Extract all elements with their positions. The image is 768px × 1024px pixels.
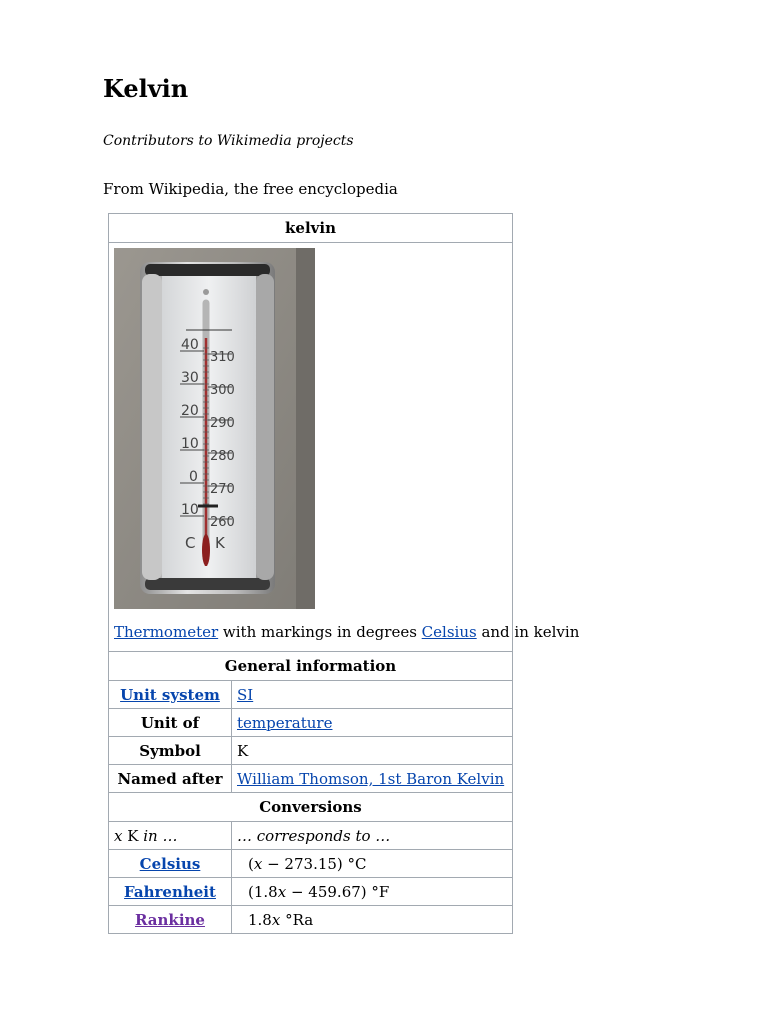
scale-k-280: 280 bbox=[210, 449, 235, 464]
in-text: in … bbox=[143, 826, 178, 845]
named-after-value bbox=[232, 765, 513, 793]
unit-of-label: Unit of bbox=[109, 709, 232, 737]
scale-k-270: 270 bbox=[210, 482, 235, 497]
byline: Contributors to Wikimedia projects bbox=[103, 133, 354, 149]
symbol-value: K bbox=[232, 737, 513, 765]
tagline: From Wikipedia, the free encyclopedia bbox=[103, 180, 398, 198]
thermometer-link[interactable]: Thermometer bbox=[114, 623, 219, 641]
celsius-caption-link[interactable]: Celsius bbox=[421, 623, 477, 641]
symbol-label: Symbol bbox=[109, 737, 232, 765]
rankine-link[interactable]: Rankine bbox=[135, 910, 205, 929]
conversions-intro-right: … corresponds to … bbox=[232, 822, 513, 850]
unit-system-value bbox=[232, 681, 513, 709]
variable-x: x bbox=[114, 826, 123, 845]
image-caption bbox=[114, 621, 580, 643]
infobox-title: kelvin bbox=[109, 214, 513, 243]
formula-prefix: ( bbox=[248, 854, 254, 873]
conversions-intro-left bbox=[109, 822, 232, 850]
formula-suffix: − 459.67) °F bbox=[286, 882, 390, 901]
scale-k-310: 310 bbox=[210, 350, 235, 365]
conversion-row-fahrenheit bbox=[109, 878, 513, 906]
conversions-header: Conversions bbox=[109, 793, 513, 822]
formula-prefix: 1.8 bbox=[248, 910, 272, 929]
celsius-link[interactable]: Celsius bbox=[139, 854, 201, 873]
scale-c-30: 30 bbox=[181, 370, 199, 386]
scale-k-260: 260 bbox=[210, 515, 235, 530]
general-information-header: General information bbox=[109, 652, 513, 681]
unit-of-row bbox=[109, 709, 513, 737]
unit-of-value bbox=[232, 709, 513, 737]
scale-k-290: 290 bbox=[210, 416, 235, 431]
scale-c-minus-10: 10 bbox=[181, 502, 199, 518]
symbol-row bbox=[109, 737, 513, 765]
unit-system-link[interactable]: Unit system bbox=[120, 685, 220, 704]
rankine-formula bbox=[232, 906, 513, 934]
scale-c-0: 0 bbox=[189, 469, 198, 485]
caption-text-2: and in kelvin bbox=[476, 623, 580, 641]
scale-c-40: 40 bbox=[181, 337, 199, 353]
scale-k-300: 300 bbox=[210, 383, 235, 398]
named-after-row bbox=[109, 765, 513, 793]
formula-var: x bbox=[253, 854, 263, 873]
conversion-row-rankine bbox=[109, 906, 513, 934]
infobox-image-cell bbox=[109, 243, 580, 652]
formula-suffix: − 273.15) °C bbox=[262, 854, 367, 873]
scale-unit-k: K bbox=[215, 534, 225, 552]
scale-unit-c: C bbox=[185, 534, 196, 552]
unit-k-text: K bbox=[122, 826, 144, 845]
conversions-intro-row bbox=[109, 822, 513, 850]
fahrenheit-label bbox=[109, 878, 232, 906]
scale-c-20: 20 bbox=[181, 403, 199, 419]
formula-var: x bbox=[277, 882, 287, 901]
celsius-label bbox=[109, 850, 232, 878]
fahrenheit-formula bbox=[232, 878, 513, 906]
formula-var: x bbox=[271, 910, 281, 929]
temperature-link[interactable]: temperature bbox=[237, 713, 333, 732]
formula-prefix: (1.8 bbox=[248, 882, 278, 901]
si-link[interactable]: SI bbox=[237, 685, 254, 704]
formula-suffix: °Ra bbox=[280, 910, 314, 929]
unit-system-label bbox=[109, 681, 232, 709]
william-thomson-link[interactable]: William Thomson, 1st Baron Kelvin bbox=[237, 769, 505, 788]
named-after-label: Named after bbox=[109, 765, 232, 793]
conversion-row-celsius bbox=[109, 850, 513, 878]
page-title: Kelvin bbox=[103, 74, 189, 103]
fahrenheit-link[interactable]: Fahrenheit bbox=[124, 882, 216, 901]
scale-c-10: 10 bbox=[181, 436, 199, 452]
celsius-formula bbox=[232, 850, 513, 878]
infobox bbox=[108, 213, 580, 934]
unit-system-row bbox=[109, 681, 513, 709]
thermometer-photo bbox=[114, 248, 315, 609]
rankine-label bbox=[109, 906, 232, 934]
caption-text-1: with markings in degrees bbox=[218, 623, 422, 641]
